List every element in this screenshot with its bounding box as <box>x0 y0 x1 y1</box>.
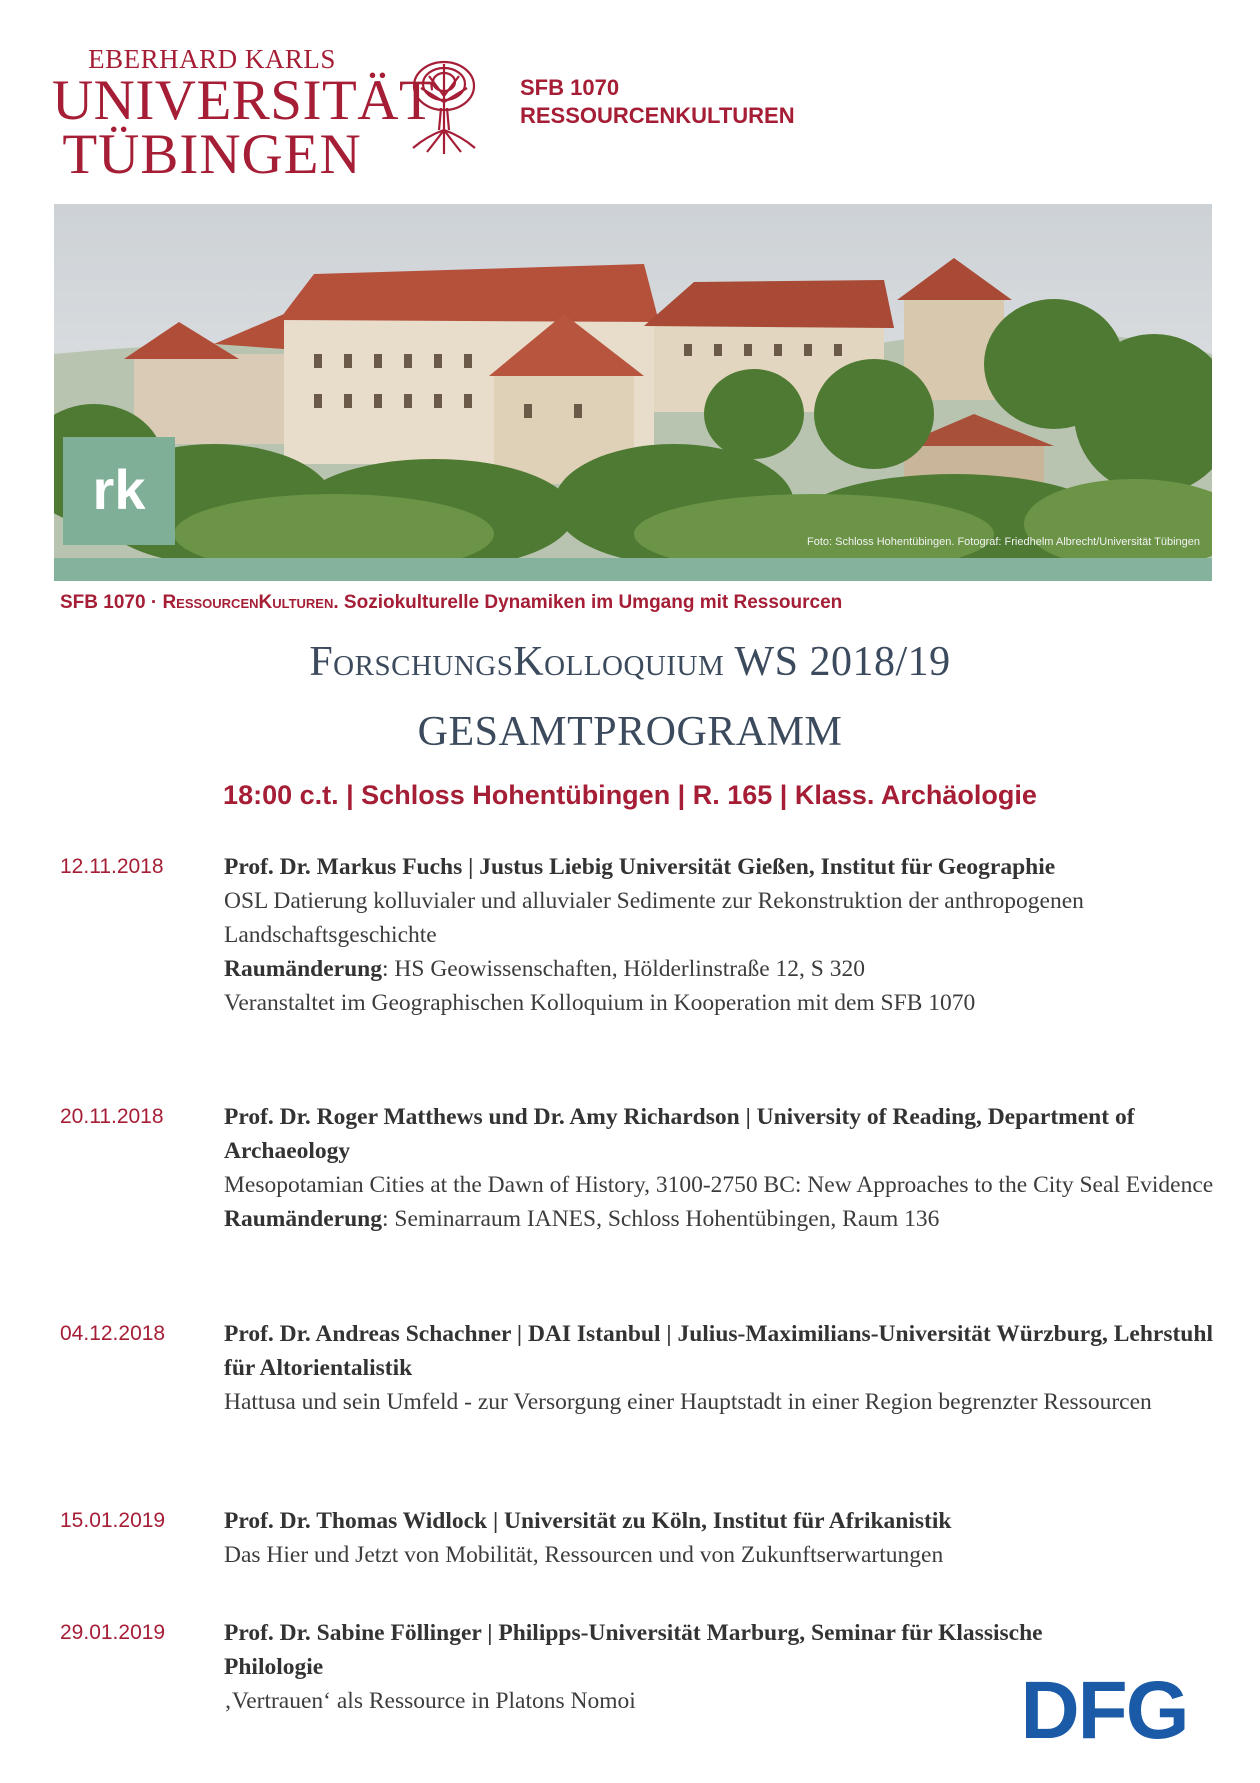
entry-date: 04.12.2018 <box>60 1322 166 1345</box>
entry-body <box>224 1317 1224 1419</box>
university-logo-line3: TÜBINGEN <box>62 123 362 186</box>
entry-talk: OSL Datierung kolluvialer und alluvialer Sedimente zur Rekonstruktion der anthropogenen Landschaftsgeschichte <box>224 888 1084 948</box>
sfb-header <box>520 74 795 130</box>
photo-credit: Foto: Schloss Hohentübingen. Fotograf: Friedhelm Albrecht/Universität Tübingen <box>807 536 1200 548</box>
entry-note: Veranstaltet im Geographischen Kolloquium in Kooperation mit dem SFB 1070 <box>224 990 976 1016</box>
entry-speaker: Prof. Dr. Sabine Föllinger | Philipps-Universität Marburg, Seminar für Klassische Philologie <box>224 1620 1043 1680</box>
entry-speaker: Prof. Dr. Thomas Widlock | Universität zu Köln, Institut für Afrikanistik <box>224 1508 952 1534</box>
entry-room <box>224 1202 1224 1236</box>
entry-body <box>224 1504 1224 1572</box>
tree-emblem-icon <box>405 56 483 156</box>
sfb-number: SFB 1070 <box>520 75 620 100</box>
entry-body <box>224 850 1224 1020</box>
venue-line: 18:00 c.t. | Schloss Hohentübingen | R. 165 | Klass. Archäologie <box>223 780 1037 810</box>
entry-speaker: Prof. Dr. Andreas Schachner | DAI Istanbul | Julius-Maximilians-Universität Würzburg, Lehrstuhl für Altorientalistik <box>224 1321 1213 1381</box>
rk-badge: rk <box>63 437 175 545</box>
subtitle-name: RessourcenKulturen <box>162 592 334 613</box>
dfg-logo <box>1004 1672 1204 1744</box>
university-logo-line2: UNIVERSITÄT <box>52 69 435 132</box>
university-logo-line1: EBERHARD KARLS <box>88 44 336 74</box>
entry-room <box>224 952 1224 986</box>
page-subtitle: GESAMTPROGRAMM <box>417 709 843 755</box>
page-title: ForschungsKolloquium WS 2018/19 <box>309 639 951 685</box>
green-strip <box>54 558 1212 581</box>
entry-date: 12.11.2018 <box>60 855 164 878</box>
entry-date: 15.01.2019 <box>60 1509 166 1532</box>
entry-body <box>224 1100 1224 1236</box>
entry-speaker: Prof. Dr. Markus Fuchs | Justus Liebig Universität Gießen, Institut für Geographie <box>224 854 1056 880</box>
entry-talk: Mesopotamian Cities at the Dawn of History, 3100-2750 BC: New Approaches to the City Seal Evidence <box>224 1172 1214 1198</box>
subtitle-rest: . Soziokulturelle Dynamiken im Umgang mit Ressourcen <box>333 592 843 613</box>
castle-photo <box>54 204 1212 558</box>
project-subtitle <box>60 592 842 614</box>
entry-date: 29.01.2019 <box>60 1621 166 1644</box>
entry-date: 20.11.2018 <box>60 1105 164 1128</box>
sfb-name: RESSOURCENKULTUREN <box>520 103 795 128</box>
entry-speaker: Prof. Dr. Roger Matthews und Dr. Amy Richardson | University of Reading, Department of Archaeology <box>224 1104 1135 1164</box>
entry-body <box>224 1616 1044 1718</box>
subtitle-prefix: SFB 1070 · <box>60 592 163 613</box>
castle-illustration <box>54 204 1212 558</box>
entry-talk: Das Hier und Jetzt von Mobilität, Ressourcen und von Zukunftserwartungen <box>224 1542 944 1568</box>
entry-talk: ‚Vertrauen‘ als Ressource in Platons Nomoi <box>224 1688 636 1714</box>
room-change-label: Raumänderung <box>224 1206 383 1232</box>
room-change-value: : Seminarraum IANES, Schloss Hohentübingen, Raum 136 <box>382 1206 940 1232</box>
dfg-logo-text: DFG <box>1020 1672 1188 1744</box>
room-change-value: : HS Geowissenschaften, Hölderlinstraße 12, S 320 <box>382 956 865 982</box>
entry-talk: Hattusa und sein Umfeld - zur Versorgung einer Hauptstadt in einer Region begrenzter Ressourcen <box>224 1389 1152 1415</box>
university-logo <box>52 44 435 186</box>
room-change-label: Raumänderung <box>224 956 383 982</box>
